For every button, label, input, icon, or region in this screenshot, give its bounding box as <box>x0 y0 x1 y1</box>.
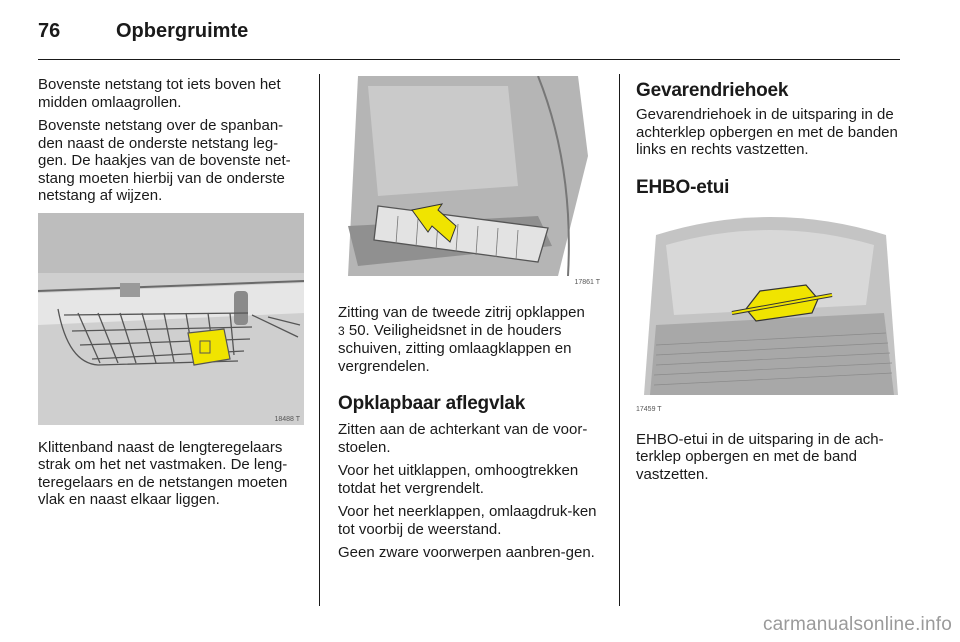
paragraph: EHBO-etui in de uitsparing in de ach-terklep opbergen en met de band vastzetten. <box>636 430 884 483</box>
figure-seat-net <box>338 76 604 288</box>
section-heading: Opklapbaar aflegvlak <box>338 393 526 414</box>
seat-net-illustration <box>338 76 604 288</box>
paragraph: Zitten aan de achterkant van de voor-stoelen. <box>338 421 588 456</box>
figure-code: 17861 T <box>574 279 600 286</box>
paragraph: Voor het uitklappen, omhoogtrekken totdat het vergrendelt. <box>338 462 579 497</box>
paragraph-text: Zitting van de tweede zitrij opklappen <box>338 304 585 321</box>
page-header <box>38 18 900 60</box>
section-heading: Gevarendriehoek <box>636 80 789 101</box>
paragraph-text: 50. Veiligheidsnet in de houders schuiven, zitting omlaagklappen en vergrendelen. <box>338 321 572 375</box>
figure-first-aid <box>636 205 904 415</box>
first-aid-illustration <box>636 205 904 415</box>
figure-code: 18488 T <box>274 415 300 423</box>
cargo-net-illustration <box>38 213 304 425</box>
paragraph <box>338 304 604 375</box>
page-number: 76 <box>38 20 61 42</box>
paragraph: Bovenste netstang tot iets boven het midden omlaagrollen. <box>38 76 281 111</box>
column-divider <box>619 74 620 606</box>
figure-code: 17459 T <box>636 405 662 413</box>
column-2 <box>338 76 604 568</box>
figure-cargo-net <box>38 213 304 425</box>
paragraph: Bovenste netstang over de spanban-den naast de onderste netstang leg-gen. De haakjes van de bovenste net-stang moeten hierbij van de onderste netstang af wijzen. <box>38 117 291 204</box>
page-title: Opbergruimte <box>116 20 249 42</box>
column-1 <box>38 76 304 515</box>
column-3 <box>636 76 904 489</box>
column-divider <box>319 74 320 606</box>
triangle-ref-icon: 3 <box>338 323 345 338</box>
paragraph: Klittenband naast de lengteregelaars strak om het net vastmaken. De leng-teregelaars en de netstangen moeten vlak en naast elkaar liggen. <box>38 438 288 508</box>
watermark: carmanualsonline.info <box>762 614 952 635</box>
paragraph: Gevarendriehoek in de uitsparing in de achterklep opbergen en met de banden links en rechts vastzetten. <box>636 106 898 158</box>
paragraph: Voor het neerklappen, omlaagdruk-ken tot voorbij de weerstand. <box>338 503 597 538</box>
paragraph: Geen zware voorwerpen aanbren-gen. <box>338 544 595 561</box>
section-heading: EHBO-etui <box>636 176 730 198</box>
